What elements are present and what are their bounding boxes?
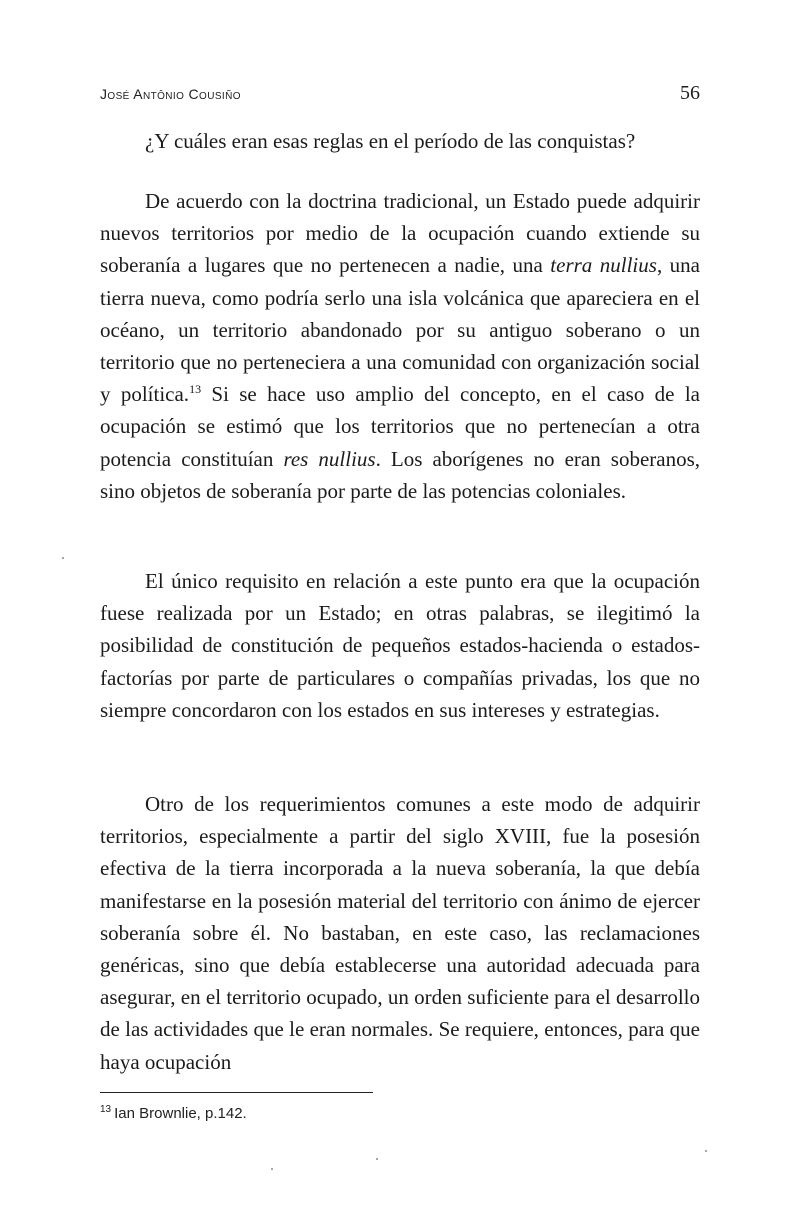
footnote [100, 1104, 247, 1122]
paragraph-1-text-b: , una tierra nueva, como podría serlo una isla volcánica que apareciera en el océano, un territorio abandonado por su antiguo soberano o un territorio que no perteneciera a una comunidad con organización social y política. [100, 253, 700, 407]
scan-speck [376, 1158, 378, 1160]
paragraph-1-text-c: Si se hace uso amplio del concepto, en el caso de la ocupación se estimó que los territorios que no pertenecían a otra potencia constituían [100, 382, 700, 471]
italic-term-terra-nullius: terra nullius [550, 253, 657, 278]
scan-speck [62, 557, 64, 559]
running-header [100, 82, 700, 108]
paragraph-3: Otro de los requerimientos comunes a este modo de adquirir territorios, especialmente a partir del siglo XVIII, fue la posesión efectiva de la tierra incorporada a la nueva soberanía, la que debía manifestarse en la posesión material del territorio con ánimo de ejercer soberanía sobre él. No bastaban, en este caso, las reclamaciones genéricas, sino que debía establecerse una autoridad adecuada para asegurar, en el territorio ocupado, un orden suficiente para el desarrollo de las actividades que le eran normales. Se requiere, entonces, para que haya ocupación [100, 792, 700, 1074]
paragraph-1-text-a: De acuerdo con la doctrina tradicional, un Estado puede adquirir nuevos territorios por medio de la ocupación cuando extiende su soberanía a lugares que no pertenecen a nadie, una [100, 189, 700, 278]
author-name: José Antônio Cousiño [100, 86, 241, 102]
italic-term-res-nullius: res nullius [283, 446, 376, 471]
footnote-number: 13 [100, 1104, 112, 1115]
paragraph-1-text-d: . Los aborígenes no eran soberanos, sino objetos de soberanía por parte de las potencias coloniales. [100, 446, 701, 503]
footnote-divider [100, 1092, 373, 1093]
paragraph-1 [100, 185, 700, 507]
page-number: 56 [680, 82, 700, 104]
paragraph-2: El único requisito en relación a este punto era que la ocupación fuese realizada por un Estado; en otras palabras, se ilegitimó la posibilidad de constitución de pequeños estados-hacienda o estados-factorías por parte de particulares o compañías privadas, los que no siempre concordaron con los estados en sus intereses y estrategias. [100, 569, 700, 722]
scan-speck [705, 1150, 707, 1152]
scan-speck [271, 1168, 273, 1170]
question-line: ¿Y cuáles eran esas reglas en el período de las conquistas? [145, 129, 636, 153]
footnote-text: Ian Brownlie, p.142. [114, 1105, 247, 1122]
footnote-reference[interactable]: 13 [189, 382, 202, 397]
